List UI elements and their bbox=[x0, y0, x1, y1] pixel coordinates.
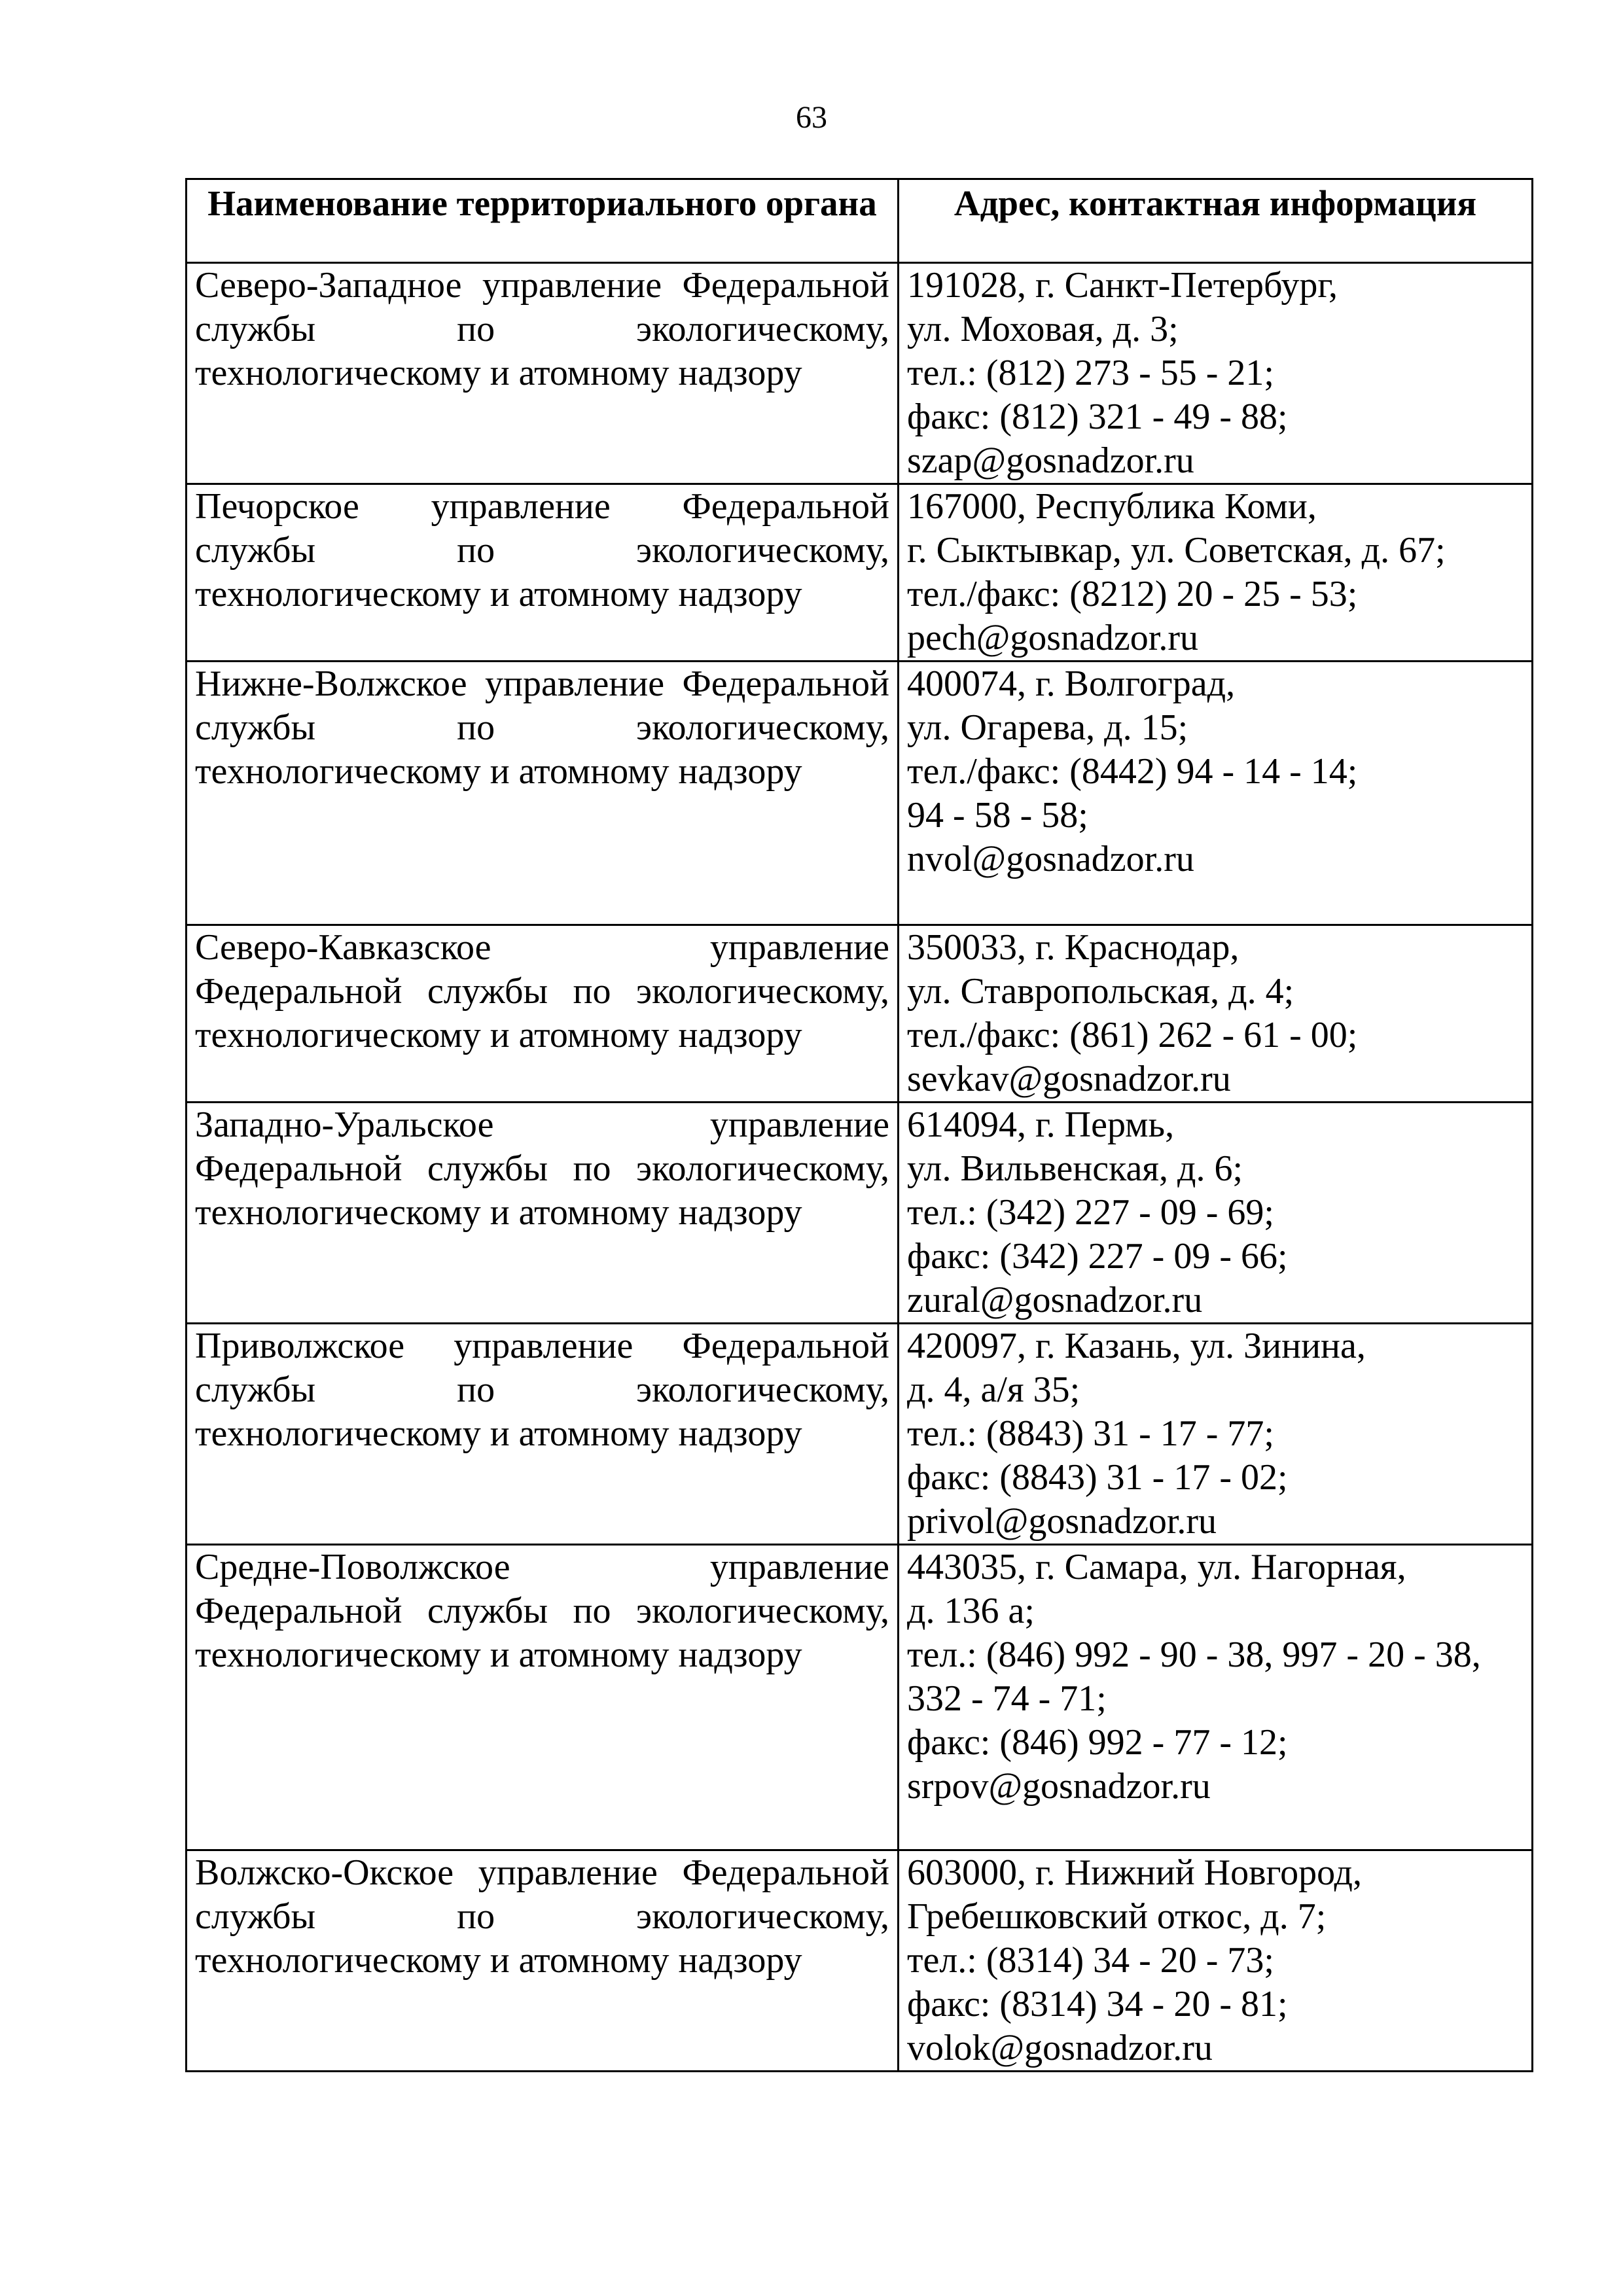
body-name: Западно-Уральское управление Федеральной службы по экологическому, технологическому и атомному надзору bbox=[187, 1103, 899, 1324]
contact-line: факс: (8314) 34 - 20 - 81; bbox=[907, 1984, 1288, 2024]
territorial-bodies-table bbox=[185, 178, 1533, 2072]
email-text: sevkav@gosnadzor.ru bbox=[907, 1059, 1231, 1099]
body-name: Печорское управление Федеральной службы по экологическому, технологическому и атомному надзору bbox=[187, 484, 899, 662]
contact-line: 443035, г. Самара, ул. Нагорная, bbox=[907, 1547, 1406, 1587]
table-row bbox=[187, 484, 1533, 662]
body-name: Средне-Поволжское управление Федеральной службы по экологическому, технологическому и атомному надзору bbox=[187, 1545, 899, 1850]
contact-line: 603000, г. Нижний Новгород, bbox=[907, 1852, 1362, 1893]
email-text: szap@gosnadzor.ru bbox=[907, 440, 1194, 481]
contact-line: тел.: (342) 227 - 09 - 69; bbox=[907, 1192, 1274, 1233]
contact-line: тел./факс: (861) 262 - 61 - 00; bbox=[907, 1015, 1358, 1055]
body-name: Нижне-Волжское управление Федеральной службы по экологическому, технологическому и атомному надзору bbox=[187, 662, 899, 925]
contact-line: тел./факс: (8212) 20 - 25 - 53; bbox=[907, 574, 1358, 614]
contact-line: 332 - 74 - 71; bbox=[907, 1678, 1107, 1719]
table-row bbox=[187, 662, 1533, 925]
contact-line: факс: (8843) 31 - 17 - 02; bbox=[907, 1457, 1288, 1498]
body-contacts bbox=[899, 1850, 1533, 2072]
contact-line: д. 136 а; bbox=[907, 1591, 1035, 1631]
contact-line: ул. Огарева, д. 15; bbox=[907, 707, 1188, 748]
table-header-row bbox=[187, 179, 1533, 263]
table-row bbox=[187, 1103, 1533, 1324]
contact-line: 614094, г. Пермь, bbox=[907, 1104, 1175, 1145]
contact-line: 420097, г. Казань, ул. Зинина, bbox=[907, 1326, 1366, 1366]
contact-line: факс: (846) 992 - 77 - 12; bbox=[907, 1722, 1288, 1763]
contact-line: тел.: (8314) 34 - 20 - 73; bbox=[907, 1940, 1274, 1981]
body-name: Волжско-Окское управление Федеральной службы по экологическому, технологическому и атомному надзору bbox=[187, 1850, 899, 2072]
contact-line: ул. Вильвенская, д. 6; bbox=[907, 1148, 1243, 1189]
contact-line: д. 4, а/я 35; bbox=[907, 1369, 1080, 1410]
contact-line: 400074, г. Волгоград, bbox=[907, 663, 1236, 704]
contact-line: г. Сыктывкар, ул. Советская, д. 67; bbox=[907, 530, 1446, 571]
page-number: 63 bbox=[796, 100, 827, 135]
body-contacts bbox=[899, 1103, 1533, 1324]
contact-line: ул. Ставропольская, д. 4; bbox=[907, 971, 1294, 1012]
contact-line: Гребешковский откос, д. 7; bbox=[907, 1896, 1327, 1937]
table-row bbox=[187, 1324, 1533, 1545]
table-row bbox=[187, 263, 1533, 484]
body-contacts bbox=[899, 925, 1533, 1103]
table-row bbox=[187, 1545, 1533, 1850]
email-text: pech@gosnadzor.ru bbox=[907, 618, 1198, 658]
contact-line: факс: (812) 321 - 49 - 88; bbox=[907, 397, 1288, 437]
contact-line: факс: (342) 227 - 09 - 66; bbox=[907, 1236, 1288, 1277]
email-text: nvol@gosnadzor.ru bbox=[907, 839, 1194, 879]
contact-line: тел.: (8843) 31 - 17 - 77; bbox=[907, 1413, 1274, 1454]
contact-line: ул. Моховая, д. 3; bbox=[907, 309, 1179, 349]
body-contacts bbox=[899, 1545, 1533, 1850]
contact-line: 191028, г. Санкт-Петербург, bbox=[907, 265, 1338, 306]
body-contacts bbox=[899, 662, 1533, 925]
table-row bbox=[187, 925, 1533, 1103]
email-text: volok@gosnadzor.ru bbox=[907, 2028, 1213, 2068]
body-contacts bbox=[899, 1324, 1533, 1545]
contact-line: тел.: (812) 273 - 55 - 21; bbox=[907, 353, 1274, 393]
email-text: privol@gosnadzor.ru bbox=[907, 1501, 1217, 1542]
contact-line: тел./факс: (8442) 94 - 14 - 14; bbox=[907, 751, 1358, 792]
header-address: Адрес, контактная информация bbox=[899, 179, 1533, 263]
body-contacts bbox=[899, 484, 1533, 662]
body-contacts bbox=[899, 263, 1533, 484]
contact-line: тел.: (846) 992 - 90 - 38, 997 - 20 - 38, bbox=[907, 1634, 1481, 1675]
header-name: Наименование территориального органа bbox=[187, 179, 899, 263]
body-name: Приволжское управление Федеральной службы по экологическому, технологическому и атомному надзору bbox=[187, 1324, 899, 1545]
body-name: Северо-Западное управление Федеральной службы по экологическому, технологическому и атомному надзору bbox=[187, 263, 899, 484]
body-name: Северо-Кавказское управление Федеральной службы по экологическому, технологическому и атомному надзору bbox=[187, 925, 899, 1103]
email-text: zural@gosnadzor.ru bbox=[907, 1280, 1203, 1320]
contact-line: 167000, Республика Коми, bbox=[907, 486, 1317, 527]
contact-line: 350033, г. Краснодар, bbox=[907, 927, 1240, 968]
contact-line: 94 - 58 - 58; bbox=[907, 795, 1088, 836]
table-row bbox=[187, 1850, 1533, 2072]
email-text: srpov@gosnadzor.ru bbox=[907, 1766, 1211, 1807]
